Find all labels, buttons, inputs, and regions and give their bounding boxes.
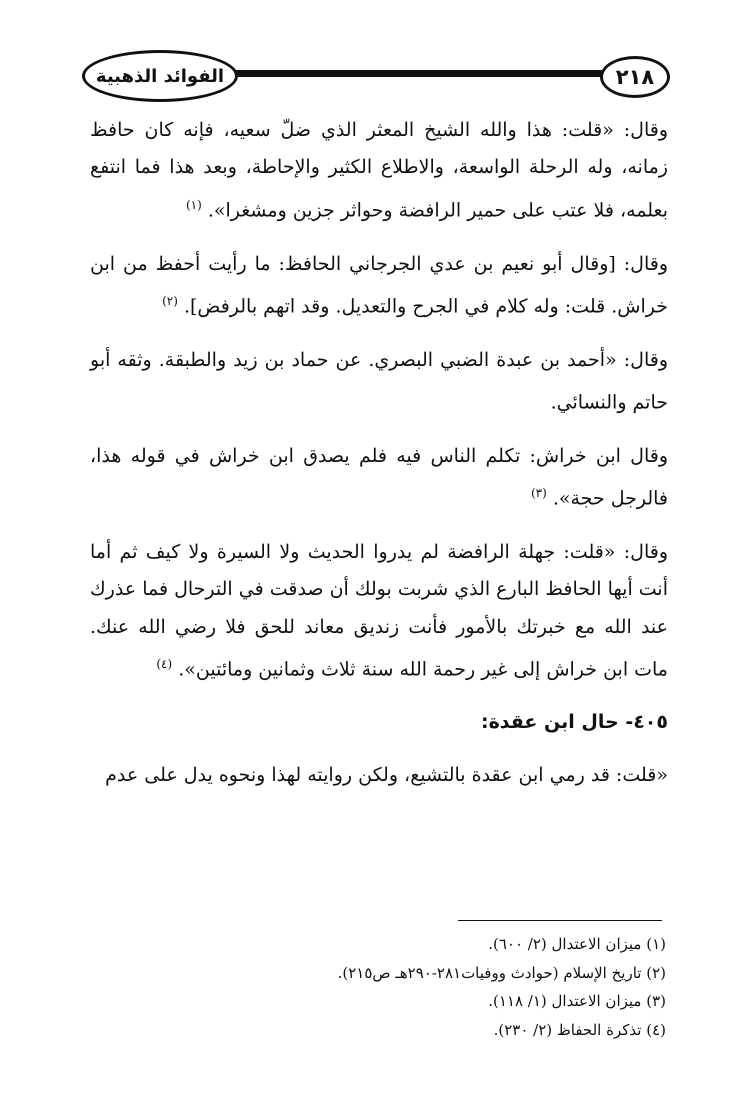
- paragraph: وقال: «أحمد بن عبدة الضبي البصري. عن حماد بن زيد والطبقة. وثقه أبو حاتم والنسائي.: [90, 348, 668, 414]
- book-title: الفوائد الذهبية: [82, 50, 238, 102]
- footnotes: [90, 930, 666, 1044]
- page-number: ٢١٨: [600, 56, 670, 98]
- footnote-ref: (٤): [156, 657, 173, 672]
- footnote: (١) ميزان الاعتدال (٢/ ٦٠٠).: [488, 935, 666, 953]
- page-body: [90, 112, 668, 810]
- page-header: [82, 50, 670, 104]
- paragraph: وقال: «قلت: جهلة الرافضة لم يدروا الحديث ولا السيرة ولا كيف ثم أما أنت أيها الحافظ البارع الذي شربت بولك أن صدقت في الترحال فما عذرك عند الله مع خبرتك بالأمور فأنت زنديق معاند للحق فلا رضي الله عنك. مات ابن خراش إلى غير رحمة الله سنة ثلاث وثمانين ومائتين». $^{(٤)}$: [90, 540, 668, 681]
- section-heading: ٤٠٥- حال ابن عقدة:: [480, 710, 668, 733]
- paragraph: وقال ابن خراش: تكلم الناس فيه فلم يصدق ابن خراش في قوله هذا، فالرجل حجة». $^{(٣)}$: [90, 444, 668, 510]
- paragraph: وقال: «قلت: هذا والله الشيخ المعثر الذي ضلّ سعيه، فإنه كان حافظ زمانه، وله الرحلة الواسعة، والاطلاع الكثير والإحاطة، وبعد هذا فما انتفع بعلمه، فلا عتب على حمير الرافضة وحواثر جزين ومشغرا». $^{(١)}$: [90, 119, 668, 222]
- header-rule: [212, 70, 610, 77]
- closing-paragraph: «قلت: قد رمي ابن عقدة بالتشيع، ولكن روايته لهذا ونحوه يدل على عدم: [105, 763, 668, 786]
- footnote: (٤) تذكرة الحفاظ (٢/ ٢٣٠).: [493, 1020, 666, 1039]
- footnote-ref: (٢): [162, 293, 178, 308]
- footnote: (٣) ميزان الاعتدال (١/ ١١٨).: [488, 992, 666, 1010]
- paragraph: وقال: [وقال أبو نعيم بن عدي الجرجاني الحافظ: ما رأيت أحفظ من ابن خراش. قلت: وله كلام في الجرح والتعديل. وقد اتهم بالرفض]. $^{(٢)}$: [90, 252, 668, 318]
- footnote: (٢) تاريخ الإسلام (حوادث ووفيات٢٨١-٢٩٠هـ ص٢١٥).: [337, 963, 666, 982]
- footnote-ref: (١): [185, 197, 202, 212]
- footnote-divider: [458, 920, 662, 921]
- footnote-ref: (٣): [530, 486, 547, 501]
